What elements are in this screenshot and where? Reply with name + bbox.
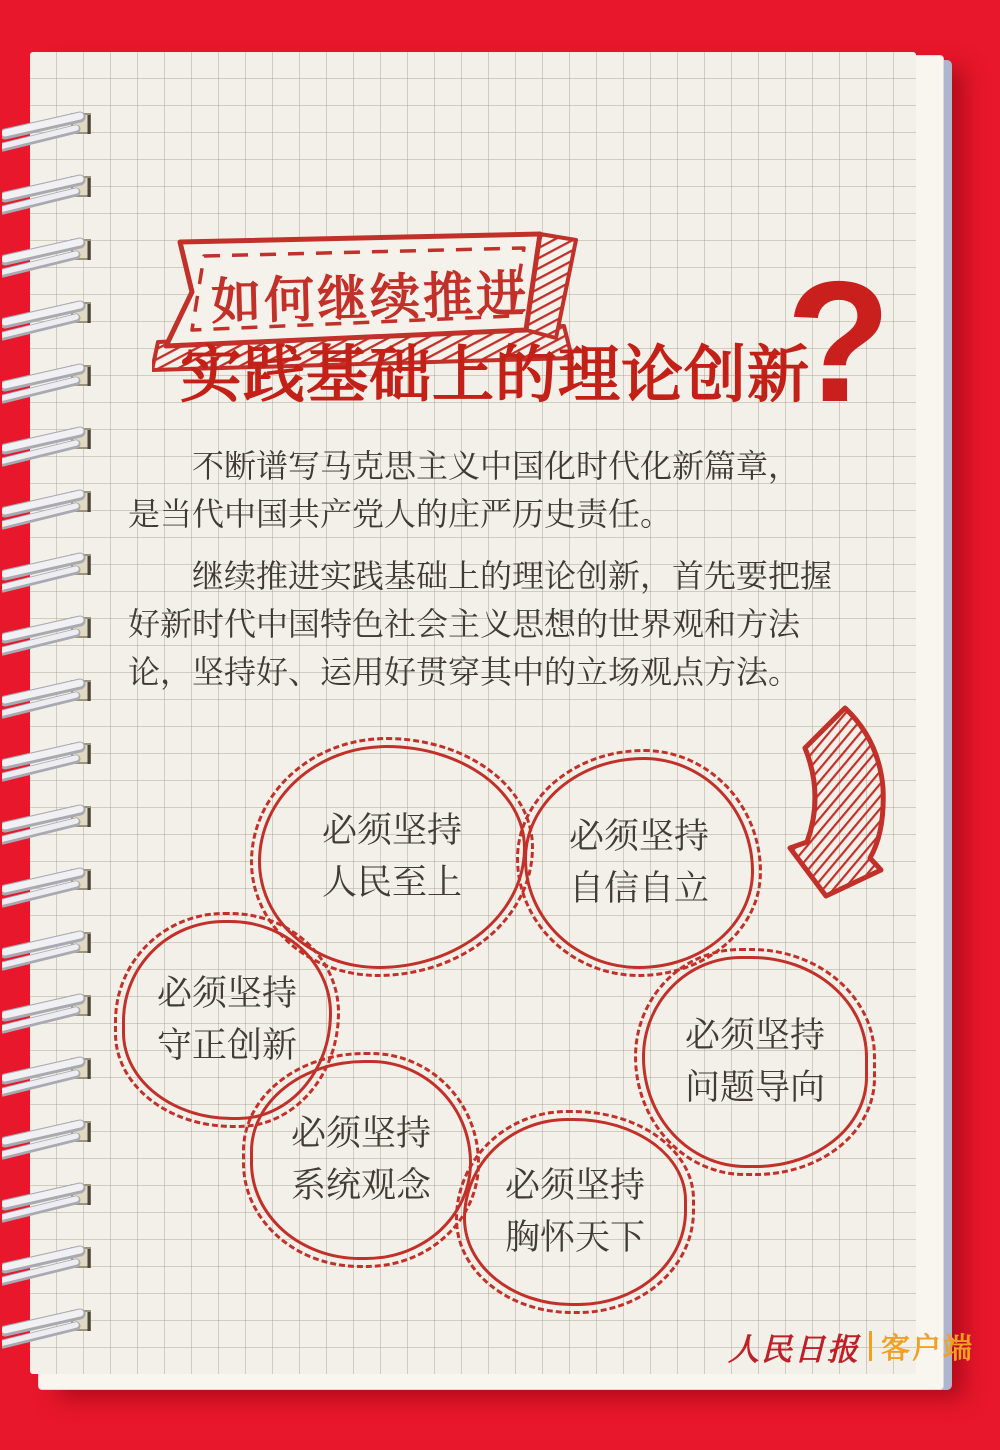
bubble-line: 必须坚持 xyxy=(568,816,709,856)
spiral-loop-icon xyxy=(2,360,107,404)
spiral-loop-icon xyxy=(2,738,107,782)
bubble-line: 自信自立 xyxy=(568,869,709,908)
question-mark: ? xyxy=(786,246,892,438)
paragraph-line: 不断谱写马克思主义中国化时代化新篇章， xyxy=(192,448,801,484)
client-label: 客户端 xyxy=(881,1332,975,1365)
spiral-loop-icon xyxy=(2,1242,107,1286)
body-text xyxy=(128,442,898,710)
spiral-loop-icon xyxy=(2,549,107,593)
spiral-loop-icon xyxy=(2,1053,107,1097)
bubble-xitong-guannian xyxy=(250,1060,472,1260)
spiral-loop-icon xyxy=(2,675,107,719)
spiral-binding xyxy=(2,108,112,1378)
paragraph-line: 好新时代中国特色社会主义思想的世界观和方法 xyxy=(128,606,801,642)
spiral-loop-icon xyxy=(2,801,107,845)
spiral-loop-icon xyxy=(2,423,107,467)
paragraph-line: 继续推进实践基础上的理论创新，首先要把握 xyxy=(192,558,833,594)
bubble-line: 胸怀天下 xyxy=(504,1218,645,1257)
bubble-line: 必须坚持 xyxy=(321,810,462,850)
bubble-wenti-daoxiang xyxy=(642,956,868,1168)
spiral-loop-icon xyxy=(2,1179,107,1223)
spiral-loop-icon xyxy=(2,990,107,1034)
page-title: 实践基础上的理论创新 xyxy=(180,342,811,410)
bubble-xionghuai-tianxia xyxy=(463,1118,687,1306)
paragraph-line: 论，坚持好、运用好贯穿其中的立场观点方法。 xyxy=(128,654,801,690)
bubble-line: 必须坚持 xyxy=(290,1113,431,1153)
bubble-line: 系统观念 xyxy=(290,1166,431,1205)
paragraph-line: 是当代中国共产党人的庄严历史责任。 xyxy=(128,496,673,532)
spiral-loop-icon xyxy=(2,612,107,656)
spiral-loop-icon xyxy=(2,234,107,278)
peoples-daily-logo: 人民日报 xyxy=(728,1331,860,1367)
bubble-zixin-zili xyxy=(524,757,754,969)
paragraph-2 xyxy=(128,552,898,696)
bubble-line: 问题导向 xyxy=(684,1068,825,1107)
spiral-loop-icon xyxy=(2,1305,107,1349)
spiral-loop-icon xyxy=(2,1116,107,1160)
footer-brand xyxy=(728,1326,974,1366)
bubble-line: 守正创新 xyxy=(156,1026,297,1065)
curved-arrow-icon xyxy=(782,700,912,905)
footer-divider xyxy=(869,1331,872,1361)
spiral-loop-icon xyxy=(2,486,107,530)
spiral-loop-icon xyxy=(2,927,107,971)
spiral-loop-icon xyxy=(2,864,107,908)
bubble-line: 必须坚持 xyxy=(156,973,297,1013)
paragraph-1 xyxy=(128,442,898,538)
spiral-loop-icon xyxy=(2,108,107,152)
spiral-loop-icon xyxy=(2,297,107,341)
spiral-loop-icon xyxy=(2,171,107,215)
bubble-line: 人民至上 xyxy=(321,863,462,902)
banner-label: 如何继续推进 xyxy=(210,265,530,331)
bubble-line: 必须坚持 xyxy=(684,1015,825,1055)
bubble-line: 必须坚持 xyxy=(504,1165,645,1205)
